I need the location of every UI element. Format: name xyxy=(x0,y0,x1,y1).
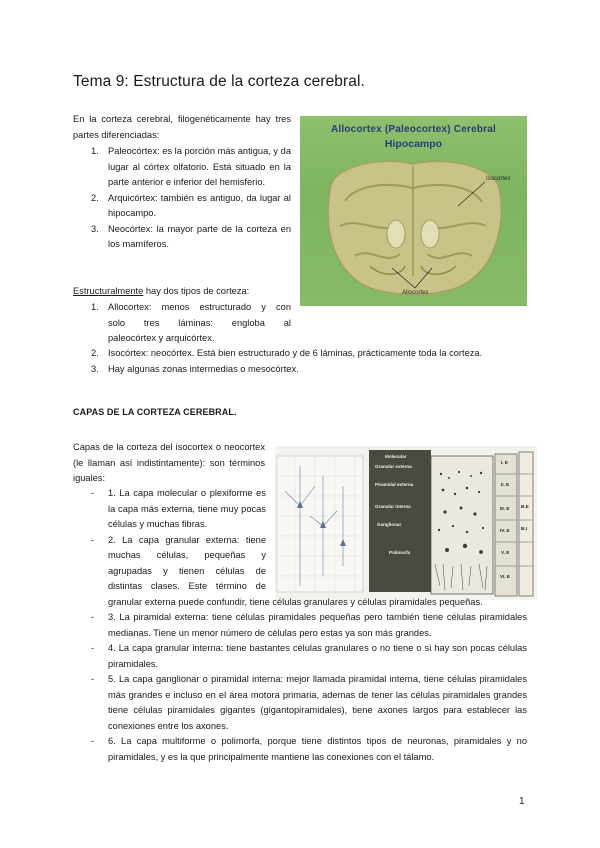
layer-label-granular-interna: Granular interna xyxy=(375,504,411,509)
list-item-continuation xyxy=(108,331,291,347)
capas-intro-paragraph: Capas de la corteza del isocortex o neocortex (le llaman así indistintamente): son términos iguales: xyxy=(73,442,265,483)
structural-heading xyxy=(73,284,249,300)
cortex-parts-list xyxy=(91,144,291,253)
layer-roman-label: I. E xyxy=(501,460,508,465)
page-number: 1 xyxy=(519,796,525,807)
underlined-word: Estructuralmente xyxy=(73,286,144,296)
layer-label-molecular: Molecular xyxy=(385,454,407,459)
list-item xyxy=(91,362,548,378)
figure-caption-line2: Hipocampo xyxy=(384,138,443,150)
list-text: Neocórtex: la mayor parte de la corteza en los mamíferos. xyxy=(108,223,291,249)
list-item xyxy=(91,222,291,253)
list-text: granular externa puede confundir, tiene células granulares y células piramidales pequeñas. xyxy=(108,596,483,607)
allocortex-label: Allocortex xyxy=(402,290,429,296)
cortex-types-list-cont xyxy=(91,346,548,377)
layer-label-granular-externa: Granular externa xyxy=(375,464,412,469)
cortex-types-list xyxy=(91,300,291,347)
layer-label-ganglionar: Ganglionar xyxy=(377,522,402,527)
list-number: 1. xyxy=(91,302,99,312)
isocortex-label: Isocortex xyxy=(486,176,511,182)
list-item xyxy=(91,734,527,765)
layer-roman-label: VI. E xyxy=(500,574,510,579)
list-dash: - xyxy=(91,736,95,746)
layer-roman-label: III. E xyxy=(500,506,510,511)
list-item xyxy=(91,486,266,533)
list-dash: - xyxy=(91,674,95,684)
list-item xyxy=(91,533,266,595)
layer-roman-label: II. E xyxy=(501,482,510,487)
page-title: Tema 9: Estructura de la corteza cerebral. xyxy=(73,73,365,90)
band-label: B.E xyxy=(521,504,529,509)
list-text: 5. La capa ganglionar o piramidal interna: mejor llamada piramidal interna, tiene células piramidales más grandes e incluso en el área motora primaria, ademas de tener las células piramidales grandes tiene células piramidales gigantes (gigantopiramidales), tiene axones largos para establecer las conexiones entre los axones. xyxy=(108,674,527,731)
list-text: Paleocórtex: es la porción más antigua, y da lugar al córtex olfatorio. Está situado en la parte anterior e inferior del hemisferio. xyxy=(108,146,291,187)
list-dash: - xyxy=(91,643,95,653)
list-text-line: Allocortex: menos estructurado y con xyxy=(108,302,291,312)
brain-section-figure xyxy=(300,116,527,306)
layer-roman-label: IV. E xyxy=(500,528,510,533)
list-number: 3. xyxy=(91,223,99,234)
list-item-continuation xyxy=(108,595,527,611)
list-text: 1. La capa molecular o plexiforme es la capa más externa, tiene muy pocas células y muchas fibras. xyxy=(108,488,266,529)
list-dash: - xyxy=(91,534,95,545)
list-dash: - xyxy=(91,488,95,498)
list-item xyxy=(91,191,291,222)
list-text: 4. La capa granular interna: tiene bastantes células granulares o no tiene o si hay son pocas células piramidales. xyxy=(108,643,527,669)
list-number: 2. xyxy=(91,348,99,358)
section-heading: CAPAS DE LA CORTEZA CEREBRAL. xyxy=(73,407,237,417)
intro-paragraph: En la corteza cerebral, filogenéticamente hay tres partes diferenciadas: xyxy=(73,114,291,140)
list-item xyxy=(91,300,291,316)
list-text: Arquicórtex: también es antiguo, da lugar al hipocampo. xyxy=(108,192,291,218)
list-text-line: paleocórtex y arquicórtex. xyxy=(108,333,215,343)
list-text: 2. La capa granular externa: tiene muchas células, pequeñas y agrupadas y tienen células de distintas clases. Este término de xyxy=(108,534,266,591)
list-item xyxy=(91,641,527,672)
list-text: 3. La piramidal externa: tiene células piramidales pequeñas pero también tiene células piramidales medianas. Tiene un menor número de células pero estas ya son más grandes. xyxy=(108,612,527,638)
list-item xyxy=(91,672,527,734)
list-item xyxy=(91,144,291,191)
list-number: 2. xyxy=(91,192,99,203)
list-text: 6. La capa multiforme o polimorfa, porque tiene distintos tipos de neuronas, piramidales y no piramidales, y es la que principalmente mantiene las conexiones con el tálamo. xyxy=(108,736,527,762)
list-dash: - xyxy=(91,612,95,622)
band-label: B.I xyxy=(521,526,527,531)
figure-caption-line1: Allocortex (Paleocortex) Cerebral xyxy=(331,124,496,135)
layer-roman-label: V. E xyxy=(501,550,510,555)
heading-rest: hay dos tipos de corteza: xyxy=(143,286,250,296)
list-text: Hay algunas zonas intermedias o mesocórtex. xyxy=(108,363,299,374)
list-item xyxy=(91,346,548,362)
layer-label-piramidal-externa: Piramidal externa xyxy=(375,482,414,487)
layer-label-polimorfa: Polimorfa xyxy=(389,550,411,555)
list-item-continuation xyxy=(108,316,291,332)
cortex-layers-list xyxy=(91,486,527,765)
list-number: 1. xyxy=(91,146,99,156)
list-item xyxy=(91,610,527,641)
list-number: 3. xyxy=(91,363,99,374)
list-text-line: solo tres láminas: engloba al xyxy=(108,317,291,328)
list-text: Isocórtex: neocórtex. Está bien estructurado y de 6 láminas, prácticamente toda la corteza. xyxy=(108,348,483,358)
